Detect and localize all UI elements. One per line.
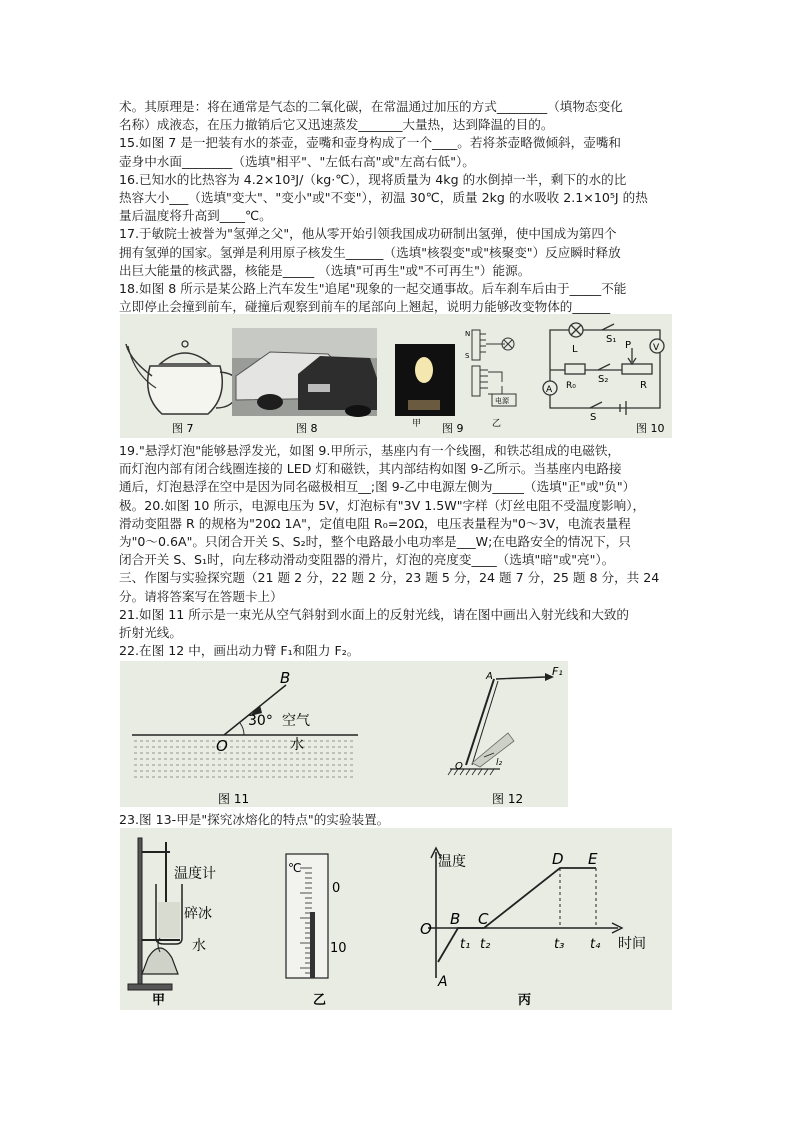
fig13-b: B bbox=[450, 910, 461, 928]
fig9-n-label: N bbox=[465, 330, 471, 338]
fig13c-caption: 丙 bbox=[518, 993, 532, 1008]
figure-panel-13 bbox=[120, 828, 672, 1010]
question-block-middle bbox=[119, 442, 679, 660]
fig7-caption: 图 7 bbox=[172, 422, 194, 435]
fig10-r: R bbox=[640, 380, 647, 391]
fig13-t3: t₃ bbox=[554, 937, 565, 952]
electromagnet-diagram bbox=[472, 330, 516, 406]
fig13b-caption: 乙 bbox=[313, 993, 327, 1008]
fig13-t2: t₂ bbox=[480, 937, 491, 952]
fig10-p: P bbox=[625, 340, 632, 351]
text-line: 术。其原理是：将在通常是气态的二氧化碳，在常温通过加压的方式________（填物态变化 bbox=[119, 99, 623, 114]
fig9a-caption: 甲 bbox=[412, 419, 422, 429]
fig10-s1: S₁ bbox=[606, 334, 617, 345]
fig13-o: O bbox=[420, 920, 432, 938]
fig13-thermometer-label: 温度计 bbox=[174, 866, 216, 882]
fig10-v: V bbox=[653, 343, 660, 353]
fig9-caption: 图 9 bbox=[442, 422, 464, 435]
text-line: 量后温度将升高到____℃。 bbox=[119, 208, 272, 224]
car-crash-photo bbox=[232, 328, 377, 417]
fig13-t4: t₄ bbox=[590, 937, 601, 952]
text-line: 21.如图 11 所示是一束光从空气斜射到水面上的反射光线，请在图中画出入射光线和大致的 bbox=[119, 606, 630, 622]
fig12-a: A bbox=[486, 671, 493, 682]
fig8-caption: 图 8 bbox=[296, 422, 318, 435]
text-line: 为"0～0.6A"。只闭合开关 S、S₂时，整个电路最小电功率是___W;在电路安全的情况下，只 bbox=[119, 534, 631, 550]
text-line: 19."悬浮灯泡"能够悬浮发光，如图 9.甲所示，基座内有一个线圈，和铁芯组成的电磁铁， bbox=[119, 443, 621, 458]
fig10-r0: R₀ bbox=[566, 381, 576, 391]
fig11-air: 空气 bbox=[282, 713, 310, 729]
fig13-water-label: 水 bbox=[192, 938, 206, 954]
fig13-tick10: 10 bbox=[330, 941, 347, 956]
fig13-a: A bbox=[438, 974, 448, 990]
fig13-tick0: 0 bbox=[332, 881, 341, 896]
text-line: 22.在图 12 中，画出动力臂 F₁和阻力 F₂。 bbox=[119, 643, 360, 659]
fig9-s-label: S bbox=[465, 352, 470, 360]
levitating-bulb-photo bbox=[395, 344, 455, 416]
fig11-b: B bbox=[280, 669, 291, 687]
fig11-caption: 图 11 bbox=[218, 792, 250, 806]
fig11-water: 水 bbox=[290, 737, 304, 753]
text-line: 热容大小___（选填"变大"、"变小"或"不变"），初温 30℃，质量 2kg 的水吸收 2.1×10⁵J 的热 bbox=[119, 190, 648, 206]
water-surface bbox=[132, 735, 358, 779]
fig12-o: O bbox=[455, 761, 463, 772]
fig13-e: E bbox=[588, 850, 598, 868]
text-line: 立即停止会撞到前车，碰撞后观察到前车的尾部向上翘起，说明力能够改变物体的______ bbox=[119, 299, 611, 315]
text-line: 名称）成液态，在压力撤销后它又迅速蒸发_______大量热，达到降温的目的。 bbox=[119, 117, 554, 133]
text-line: 而灯泡内部有闭合线圈连接的 LED 灯和磁铁，其内部结构如图 9-乙所示。当基座内电路接 bbox=[119, 461, 622, 477]
figure-13 bbox=[120, 828, 672, 1010]
text-line: 三、作图与实验探究题（21 题 2 分，22 题 2 分，23 题 5 分，24 题 7 分，25 题 8 分，共 24 bbox=[119, 570, 660, 586]
fig13-ice-label: 碎冰 bbox=[184, 906, 212, 922]
fig10-l: L bbox=[572, 344, 578, 355]
text-line: 闭合开关 S、S₁时，向左移动滑动变阻器的滑片，灯泡的亮度变____（选填"暗"或"亮"）。 bbox=[119, 552, 615, 568]
fig11-angle: 30° bbox=[248, 713, 273, 729]
question-23 bbox=[119, 811, 679, 829]
figure-panel-11-12 bbox=[120, 661, 568, 807]
text-line: 15.如图 7 是一把装有水的茶壶，壶嘴和壶身构成了一个____。若将茶壶略微倾斜，壶嘴和 bbox=[119, 135, 622, 151]
fig10-s2: S₂ bbox=[598, 374, 609, 385]
fig13-d: D bbox=[552, 850, 564, 868]
fig9b-caption: 乙 bbox=[492, 419, 502, 429]
fig13-c: C bbox=[478, 910, 489, 928]
fig9-power-label: 电源 bbox=[495, 397, 509, 405]
fig12-f1: F₁ bbox=[552, 665, 563, 678]
fig10-a: A bbox=[546, 385, 553, 395]
fig13-t1: t₁ bbox=[460, 937, 471, 952]
text-line: 16.已知水的比热容为 4.2×10³J/（kg·℃），现将质量为 4kg 的水倒掉一半，剩下的水的比 bbox=[119, 171, 627, 187]
text-line: 分。请将答案写在答题卡上） bbox=[119, 588, 283, 604]
text-line: 18.如图 8 所示是某公路上汽车发生"追尾"现象的一起交通事故。后车刹车后由于_____不能 bbox=[119, 281, 627, 297]
fig12-caption: 图 12 bbox=[492, 792, 524, 806]
figures-11-12 bbox=[120, 661, 568, 807]
fig12-l2: l₂ bbox=[496, 758, 503, 768]
fig10-caption: 图 10 bbox=[636, 422, 665, 435]
figure-panel-7-10 bbox=[120, 314, 672, 438]
text-line: 拥有氢弹的国家。氢弹是利用原子核发生______（选填"核裂变"或"核聚变"）反应瞬时释放 bbox=[119, 244, 621, 260]
fig13a-caption: 甲 bbox=[152, 993, 166, 1008]
question-23-text: 23.图 13-甲是"探究冰熔化的特点"的实验装置。 bbox=[119, 812, 390, 827]
fig13-x-axis: 时间 bbox=[618, 936, 646, 952]
melting-apparatus bbox=[128, 838, 182, 990]
text-line: 折射光线。 bbox=[119, 625, 182, 641]
fig10-s: S bbox=[590, 412, 597, 423]
fig11-o: O bbox=[216, 737, 228, 755]
text-line: 极。20.如图 10 所示，电源电压为 5V，灯泡标有"3V 1.5W"字样（灯丝电阻不受温度影响）， bbox=[119, 497, 646, 513]
circuit-diagram bbox=[543, 323, 664, 415]
teapot-figure bbox=[126, 341, 239, 414]
text-line: 滑动变阻器 R 的规格为"20Ω 1A"，定值电阻 R₀=20Ω，电压表量程为"0～3V，电流表量程 bbox=[119, 515, 631, 531]
question-block-top bbox=[119, 98, 679, 316]
figures-7-10 bbox=[120, 314, 672, 438]
text-line: 通后，灯泡悬浮在空中是因为同名磁极相互__;图 9-乙中电源左侧为_____（选填"正"或"负"） bbox=[119, 479, 636, 495]
text-line: 出巨大能量的核武器，核能是_____ （选填"可再生"或"不可再生"）能源。 bbox=[119, 262, 531, 278]
text-line: 17.于敏院士被誉为"氢弹之父"，他从零开始引领我国成功研制出氢弹，使中国成为第四个 bbox=[119, 226, 617, 242]
fig13-celsius: ℃ bbox=[288, 861, 302, 875]
fig13-y-axis: 温度 bbox=[438, 854, 466, 870]
text-line: 壶身中水面________（选填"相平"、"左低右高"或"左高右低"）。 bbox=[119, 153, 475, 169]
